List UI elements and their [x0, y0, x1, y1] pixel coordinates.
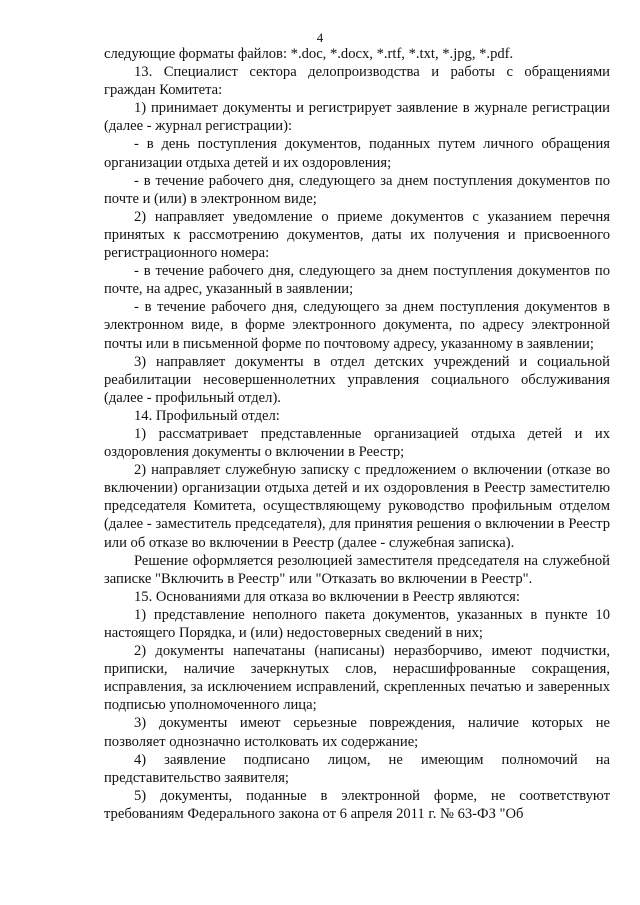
- page-number: 4: [316, 30, 324, 45]
- paragraph: 2) документы напечатаны (написаны) неразборчиво, имеют подчистки, приписки, наличие зачеркнутых слов, нерасшифрованные сокращения, исправления, за исключением исправлений, скрепленных печатью и заверенных подписью уполномоченного лица;: [104, 643, 610, 714]
- paragraph: 3) документы имеют серьезные повреждения, наличие которых не позволяет однозначно истолковать их содержание;: [104, 715, 610, 750]
- paragraph: 2) направляет служебную записку с предложением о включении (отказе во включении) организации отдыха детей и их оздоровления в Реестр заместителю председателя Комитета, осуществляющему руководство профильным отделом (далее - заместитель председателя), для принятия решения о включении в Реестр или об отказе во включении в Реестр (далее - служебная записка).: [104, 462, 610, 551]
- paragraph: Решение оформляется резолюцией заместителя председателя на служебной записке "Включить в Реестр" или "Отказать во включении в Реестр".: [104, 552, 610, 587]
- paragraph: 1) принимает документы и регистрирует заявление в журнале регистрации (далее - журнал регистрации):: [104, 100, 610, 135]
- document-body: [104, 45, 610, 823]
- paragraph: 5) документы, поданные в электронной форме, не соответствуют требованиям Федерального закона от 6 апреля 2011 г. № 63-ФЗ "Об: [104, 787, 610, 822]
- paragraph: 2) направляет уведомление о приеме документов с указанием перечня принятых к рассмотрению документов, даты их получения и присвоенного регистрационного номера:: [104, 208, 610, 262]
- paragraph: 1) представление неполного пакета документов, указанных в пункте 10 настоящего Порядка, и (или) недостоверных сведений в них;: [104, 606, 610, 641]
- paragraph: 15. Основаниями для отказа во включении в Реестр являются:: [134, 588, 520, 605]
- paragraph: 4) заявление подписано лицом, не имеющим полномочий на представительство заявителя;: [104, 751, 610, 786]
- paragraph: 13. Специалист сектора делопроизводства и работы с обращениями граждан Комитета:: [104, 64, 610, 99]
- paragraph: - в течение рабочего дня, следующего за днем поступления документов в электронном виде, в форме электронного документа, по адресу электронной почты или в письменной форме по почтовому адресу, указанному в заявлении;: [104, 299, 610, 352]
- paragraph: 3) направляет документы в отдел детских учреждений и социальной реабилитации несовершеннолетних управления социального обслуживания (далее - профильный отдел).: [104, 353, 610, 406]
- paragraph: следующие форматы файлов: *.doc, *.docx, *.rtf, *.txt, *.jpg, *.pdf.: [104, 46, 514, 62]
- paragraph: - в течение рабочего дня, следующего за днем поступления документов по почте, на адрес, указанный в заявлении;: [104, 263, 610, 298]
- paragraph: - в течение рабочего дня, следующего за днем поступления документов по почте и (или) в электронном виде;: [104, 172, 610, 207]
- paragraph: - в день поступления документов, поданных путем личного обращения организации отдыха детей и их оздоровления;: [104, 136, 610, 171]
- paragraph: 1) рассматривает представленные организацией отдыха детей и их оздоровления документы о включении в Реестр;: [104, 425, 610, 461]
- paragraph: 14. Профильный отдел:: [134, 407, 280, 424]
